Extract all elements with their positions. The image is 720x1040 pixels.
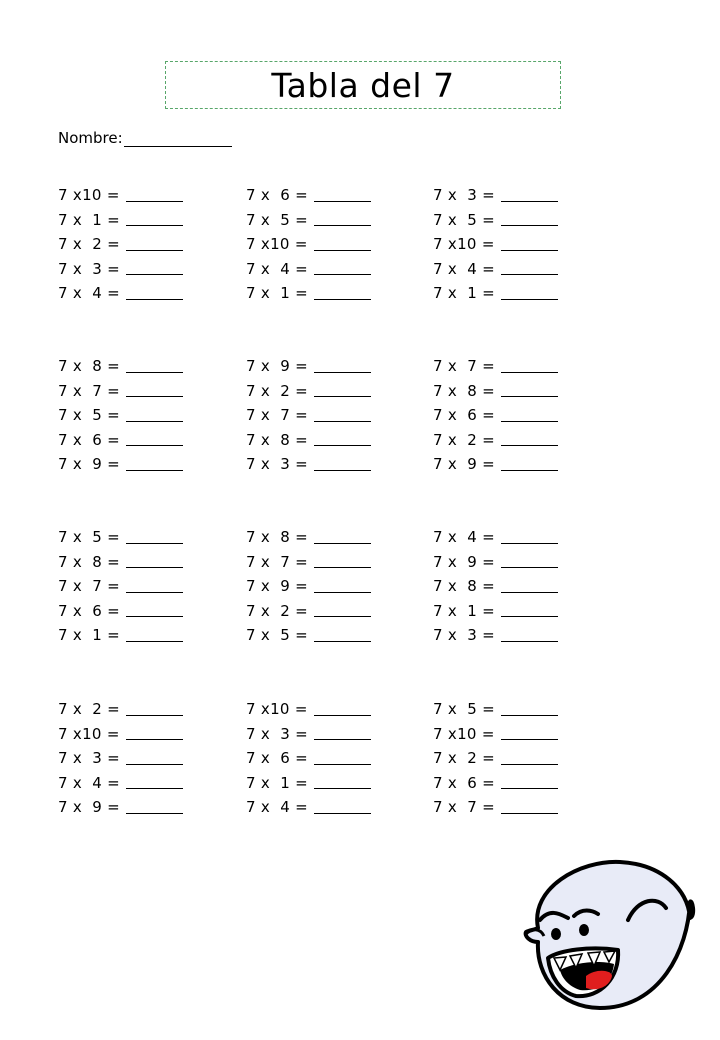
- exercise-expression: 7 x 1 =: [58, 210, 121, 229]
- exercise-expression: 7 x 4 =: [58, 284, 121, 303]
- answer-blank[interactable]: [314, 727, 371, 740]
- exercise-row: [433, 428, 593, 453]
- exercise-expression: 7 x10 =: [246, 235, 308, 254]
- exercise-column: [58, 697, 218, 820]
- answer-blank[interactable]: [501, 727, 558, 740]
- exercise-row: [246, 722, 406, 747]
- page-title: Tabla del 7: [271, 65, 455, 105]
- exercise-row: [246, 452, 406, 477]
- answer-blank[interactable]: [126, 458, 183, 471]
- name-field[interactable]: [58, 129, 232, 147]
- exercise-row: [246, 697, 406, 722]
- exercise-row: [433, 599, 593, 624]
- answer-blank[interactable]: [126, 629, 183, 642]
- answer-blank[interactable]: [314, 604, 371, 617]
- exercise-expression: 7 x 8 =: [58, 552, 121, 571]
- name-blank-line[interactable]: [124, 132, 232, 147]
- exercise-expression: 7 x 8 =: [58, 357, 121, 376]
- answer-blank[interactable]: [126, 287, 183, 300]
- exercise-expression: 7 x 7 =: [433, 357, 496, 376]
- answer-blank[interactable]: [126, 433, 183, 446]
- exercise-expression: 7 x 5 =: [246, 210, 309, 229]
- exercise-row: [58, 599, 218, 624]
- exercise-row: [246, 574, 406, 599]
- answer-blank[interactable]: [314, 555, 371, 568]
- exercise-column: [58, 183, 218, 306]
- exercise-row: [246, 208, 406, 233]
- exercise-expression: 7 x 4 =: [58, 773, 121, 792]
- exercise-row: [58, 232, 218, 257]
- title-box: [165, 61, 561, 109]
- exercise-row: [58, 771, 218, 796]
- answer-blank[interactable]: [126, 752, 183, 765]
- exercise-expression: 7 x 8 =: [246, 528, 309, 547]
- exercise-row: [433, 232, 593, 257]
- exercise-expression: 7 x 6 =: [433, 773, 496, 792]
- exercise-expression: 7 x 4 =: [246, 798, 309, 817]
- answer-blank[interactable]: [314, 287, 371, 300]
- exercise-column: [433, 525, 593, 648]
- answer-blank[interactable]: [501, 433, 558, 446]
- answer-blank[interactable]: [314, 531, 371, 544]
- answer-blank[interactable]: [314, 801, 371, 814]
- answer-blank[interactable]: [501, 752, 558, 765]
- exercise-row: [433, 623, 593, 648]
- exercise-row: [58, 452, 218, 477]
- answer-blank[interactable]: [314, 703, 371, 716]
- exercise-row: [58, 208, 218, 233]
- exercise-expression: 7 x 1 =: [246, 284, 309, 303]
- exercise-expression: 7 x 4 =: [433, 528, 496, 547]
- exercise-expression: 7 x10 =: [433, 724, 495, 743]
- answer-blank[interactable]: [314, 409, 371, 422]
- exercise-expression: 7 x 8 =: [433, 381, 496, 400]
- exercise-row: [58, 403, 218, 428]
- answer-blank[interactable]: [501, 801, 558, 814]
- answer-blank[interactable]: [126, 604, 183, 617]
- exercise-expression: 7 x 7 =: [58, 577, 121, 596]
- exercise-row: [58, 257, 218, 282]
- answer-blank[interactable]: [501, 213, 558, 226]
- exercise-expression: 7 x 1 =: [246, 773, 309, 792]
- exercise-row: [58, 623, 218, 648]
- exercise-expression: 7 x 4 =: [433, 259, 496, 278]
- exercise-expression: 7 x 1 =: [433, 601, 496, 620]
- exercise-column: [433, 183, 593, 306]
- exercise-column: [433, 697, 593, 820]
- answer-blank[interactable]: [501, 262, 558, 275]
- exercise-row: [433, 183, 593, 208]
- exercise-row: [433, 697, 593, 722]
- answer-blank[interactable]: [126, 189, 183, 202]
- exercise-expression: 7 x 5 =: [433, 210, 496, 229]
- exercise-expression: 7 x 2 =: [58, 700, 121, 719]
- exercise-row: [58, 183, 218, 208]
- answer-blank[interactable]: [126, 409, 183, 422]
- exercise-expression: 7 x 2 =: [433, 430, 496, 449]
- answer-blank[interactable]: [501, 238, 558, 251]
- exercise-row: [433, 281, 593, 306]
- exercise-row: [246, 525, 406, 550]
- answer-blank[interactable]: [126, 776, 183, 789]
- exercise-row: [433, 746, 593, 771]
- exercise-row: [433, 771, 593, 796]
- exercise-expression: 7 x 1 =: [58, 626, 121, 645]
- exercise-row: [246, 403, 406, 428]
- exercise-expression: 7 x 3 =: [433, 626, 496, 645]
- answer-blank[interactable]: [314, 238, 371, 251]
- answer-blank[interactable]: [314, 458, 371, 471]
- exercise-expression: 7 x 6 =: [58, 430, 121, 449]
- exercise-expression: 7 x 6 =: [433, 406, 496, 425]
- exercise-row: [246, 183, 406, 208]
- answer-blank[interactable]: [501, 580, 558, 593]
- exercise-row: [433, 525, 593, 550]
- exercise-expression: 7 x 3 =: [58, 749, 121, 768]
- answer-blank[interactable]: [501, 384, 558, 397]
- answer-blank[interactable]: [501, 776, 558, 789]
- exercise-expression: 7 x 5 =: [58, 528, 121, 547]
- exercise-row: [58, 697, 218, 722]
- exercise-row: [246, 354, 406, 379]
- exercise-expression: 7 x 9 =: [246, 357, 309, 376]
- exercise-expression: 7 x 5 =: [246, 626, 309, 645]
- exercise-row: [58, 428, 218, 453]
- exercise-row: [433, 550, 593, 575]
- exercise-row: [58, 722, 218, 747]
- exercise-expression: 7 x 6 =: [246, 749, 309, 768]
- exercise-row: [433, 795, 593, 820]
- boo-ghost-icon: [520, 858, 696, 1014]
- answer-blank[interactable]: [314, 752, 371, 765]
- answer-blank[interactable]: [126, 801, 183, 814]
- answer-blank[interactable]: [501, 555, 558, 568]
- exercise-row: [246, 379, 406, 404]
- exercise-row: [246, 428, 406, 453]
- exercise-row: [58, 354, 218, 379]
- exercise-row: [246, 550, 406, 575]
- exercise-expression: 7 x10 =: [58, 186, 120, 205]
- exercise-expression: 7 x 5 =: [58, 406, 121, 425]
- exercise-row: [246, 599, 406, 624]
- answer-blank[interactable]: [126, 703, 183, 716]
- exercise-expression: 7 x 4 =: [246, 259, 309, 278]
- answer-blank[interactable]: [501, 409, 558, 422]
- exercise-expression: 7 x 9 =: [58, 455, 121, 474]
- exercise-column: [433, 354, 593, 477]
- exercise-row: [433, 354, 593, 379]
- exercise-row: [58, 574, 218, 599]
- exercise-expression: 7 x 9 =: [433, 455, 496, 474]
- exercise-expression: 7 x10 =: [246, 700, 308, 719]
- answer-blank[interactable]: [501, 189, 558, 202]
- exercise-row: [433, 257, 593, 282]
- exercise-column: [246, 697, 406, 820]
- answer-blank[interactable]: [126, 238, 183, 251]
- exercise-row: [433, 722, 593, 747]
- exercise-expression: 7 x 2 =: [246, 381, 309, 400]
- exercise-expression: 7 x 9 =: [58, 798, 121, 817]
- exercise-expression: 7 x 9 =: [246, 577, 309, 596]
- exercise-expression: 7 x 7 =: [246, 552, 309, 571]
- exercise-row: [246, 281, 406, 306]
- answer-blank[interactable]: [314, 776, 371, 789]
- exercise-expression: 7 x 2 =: [433, 749, 496, 768]
- answer-blank[interactable]: [501, 531, 558, 544]
- exercise-expression: 7 x 3 =: [246, 724, 309, 743]
- exercise-expression: 7 x10 =: [58, 724, 120, 743]
- exercise-row: [58, 281, 218, 306]
- exercise-expression: 7 x 3 =: [433, 186, 496, 205]
- exercise-row: [433, 452, 593, 477]
- answer-blank[interactable]: [314, 360, 371, 373]
- exercise-expression: 7 x 8 =: [246, 430, 309, 449]
- exercise-column: [58, 525, 218, 648]
- exercise-expression: 7 x 6 =: [58, 601, 121, 620]
- exercise-expression: 7 x 3 =: [58, 259, 121, 278]
- exercise-column: [246, 354, 406, 477]
- answer-blank[interactable]: [314, 433, 371, 446]
- exercise-expression: 7 x 2 =: [246, 601, 309, 620]
- answer-blank[interactable]: [314, 213, 371, 226]
- answer-blank[interactable]: [501, 629, 558, 642]
- exercise-expression: 7 x 7 =: [246, 406, 309, 425]
- answer-blank[interactable]: [314, 262, 371, 275]
- exercise-row: [58, 746, 218, 771]
- answer-blank[interactable]: [314, 629, 371, 642]
- exercise-row: [433, 403, 593, 428]
- answer-blank[interactable]: [501, 287, 558, 300]
- exercise-row: [246, 795, 406, 820]
- answer-blank[interactable]: [126, 384, 183, 397]
- answer-blank[interactable]: [126, 262, 183, 275]
- exercise-row: [246, 746, 406, 771]
- exercise-column: [246, 183, 406, 306]
- exercise-row: [58, 379, 218, 404]
- exercise-row: [58, 795, 218, 820]
- exercise-row: [433, 574, 593, 599]
- answer-blank[interactable]: [126, 531, 183, 544]
- answer-blank[interactable]: [501, 458, 558, 471]
- exercise-row: [433, 379, 593, 404]
- exercise-expression: 7 x 1 =: [433, 284, 496, 303]
- answer-blank[interactable]: [501, 360, 558, 373]
- answer-blank[interactable]: [314, 189, 371, 202]
- answer-blank[interactable]: [126, 580, 183, 593]
- exercise-expression: 7 x 2 =: [58, 235, 121, 254]
- exercise-expression: 7 x 3 =: [246, 455, 309, 474]
- exercise-expression: 7 x 9 =: [433, 552, 496, 571]
- exercise-expression: 7 x 7 =: [433, 798, 496, 817]
- exercise-column: [58, 354, 218, 477]
- exercise-expression: 7 x 6 =: [246, 186, 309, 205]
- exercise-expression: 7 x 8 =: [433, 577, 496, 596]
- exercise-row: [246, 623, 406, 648]
- exercise-expression: 7 x10 =: [433, 235, 495, 254]
- answer-blank[interactable]: [501, 703, 558, 716]
- exercise-row: [58, 525, 218, 550]
- exercise-row: [246, 232, 406, 257]
- answer-blank[interactable]: [314, 580, 371, 593]
- answer-blank[interactable]: [501, 604, 558, 617]
- exercise-row: [246, 257, 406, 282]
- answer-blank[interactable]: [314, 384, 371, 397]
- exercise-expression: 7 x 7 =: [58, 381, 121, 400]
- name-label: Nombre:: [58, 129, 123, 147]
- answer-blank[interactable]: [126, 360, 183, 373]
- exercise-row: [246, 771, 406, 796]
- exercise-column: [246, 525, 406, 648]
- answer-blank[interactable]: [126, 555, 183, 568]
- answer-blank[interactable]: [126, 213, 183, 226]
- exercise-row: [58, 550, 218, 575]
- exercise-expression: 7 x 5 =: [433, 700, 496, 719]
- answer-blank[interactable]: [126, 727, 183, 740]
- exercise-row: [433, 208, 593, 233]
